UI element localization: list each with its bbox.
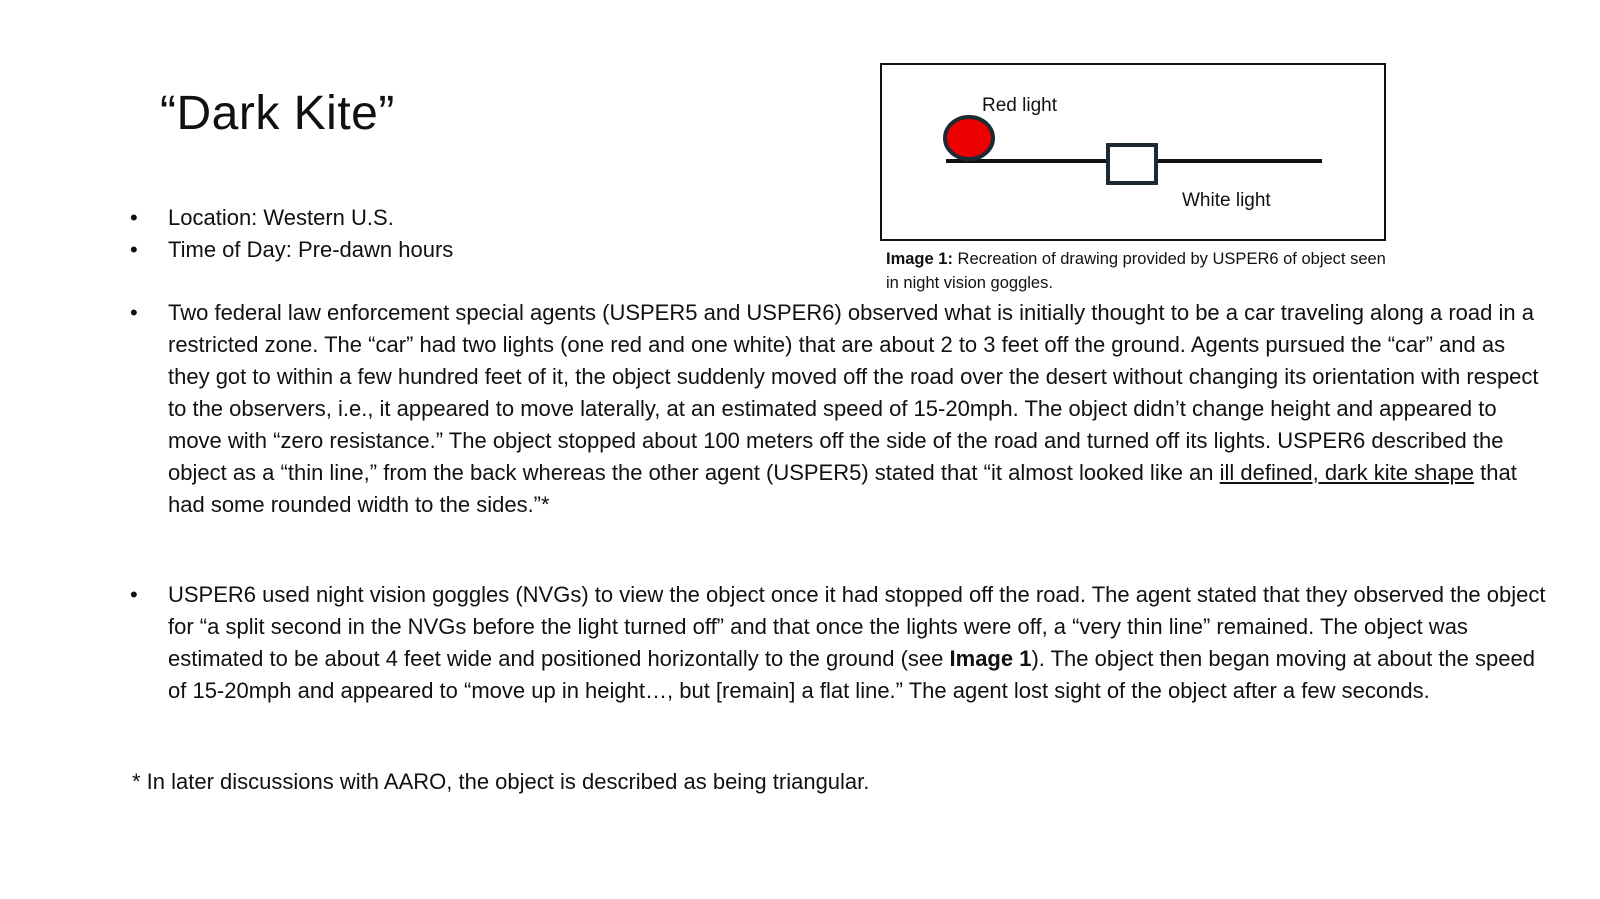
bullet-dot: • (130, 582, 138, 607)
time-of-day-item (130, 234, 453, 266)
caption-text: Recreation of drawing provided by USPER6 of object seen in night vision goggles. (886, 250, 1386, 292)
footnote: * In later discussions with AARO, the object is described as being triangular. (132, 769, 870, 794)
observation-paragraph (130, 297, 1550, 521)
meta-list (130, 202, 453, 266)
object-drawing (882, 65, 1384, 239)
bullet-dot: • (130, 205, 138, 230)
object-drawing-figure (880, 63, 1386, 241)
bullet-dot: • (130, 237, 138, 262)
observation-text (168, 297, 1550, 521)
time-of-day-text: Time of Day: Pre-dawn hours (168, 237, 454, 262)
nvg-text-end: ). The object then began moving at about the speed of 15-20mph and appeared to “move up in height…, but [remain] a flat line.” The agent lost sight of the object after a few seconds. (168, 646, 1535, 703)
white-light-label: White light (1182, 190, 1271, 211)
nvg-text (168, 579, 1550, 707)
bullet-dot: • (130, 300, 138, 325)
figure-caption (886, 247, 1386, 295)
observation-text-main: Two federal law enforcement special agents (USPER5 and USPER6) observed what is initially thought to be a car traveling along a road in a restricted zone. The “car” had two lights (one red and one white) that are about 2 to 3 feet off the ground. Agents pursued the “car” and as they got to within a few hundred feet of it, the object suddenly moved off the road over the desert without changing its orientation with respect to the observers, i.e., it appeared to move laterally, at an estimated speed of 15-20mph. The object didn’t change height and appeared to move with “zero resistance.” The object stopped about 100 meters off the side of the road and turned off its lights. USPER6 described the object as a “thin line,” from the back whereas the other agent (USPER5) stated that “it almost looked like an (168, 300, 1539, 485)
nvg-text-main: USPER6 used night vision goggles (NVGs) to view the object once it had stopped off the road. The agent stated that they observed the object for “a split second in the NVGs before the light turned off” and that once the lights were off, a “very thin line” remained. The object was estimated to be about 4 feet wide and positioned horizontally to the ground (see (168, 582, 1546, 671)
caption-label: Image 1: (886, 250, 953, 268)
observation-text-end: that had some rounded width to the sides.”* (168, 460, 1517, 517)
location-text: Location: Western U.S. (168, 205, 394, 230)
location-item (130, 202, 453, 234)
red-light-shape (945, 117, 993, 159)
kite-shape-underline: ill defined, dark kite shape (1219, 460, 1475, 485)
image-reference: Image 1 (949, 646, 1032, 671)
nvg-paragraph (130, 579, 1550, 707)
red-light-label: Red light (982, 95, 1057, 116)
white-light-shape (1108, 145, 1156, 183)
slide-title: “Dark Kite” (160, 87, 395, 140)
